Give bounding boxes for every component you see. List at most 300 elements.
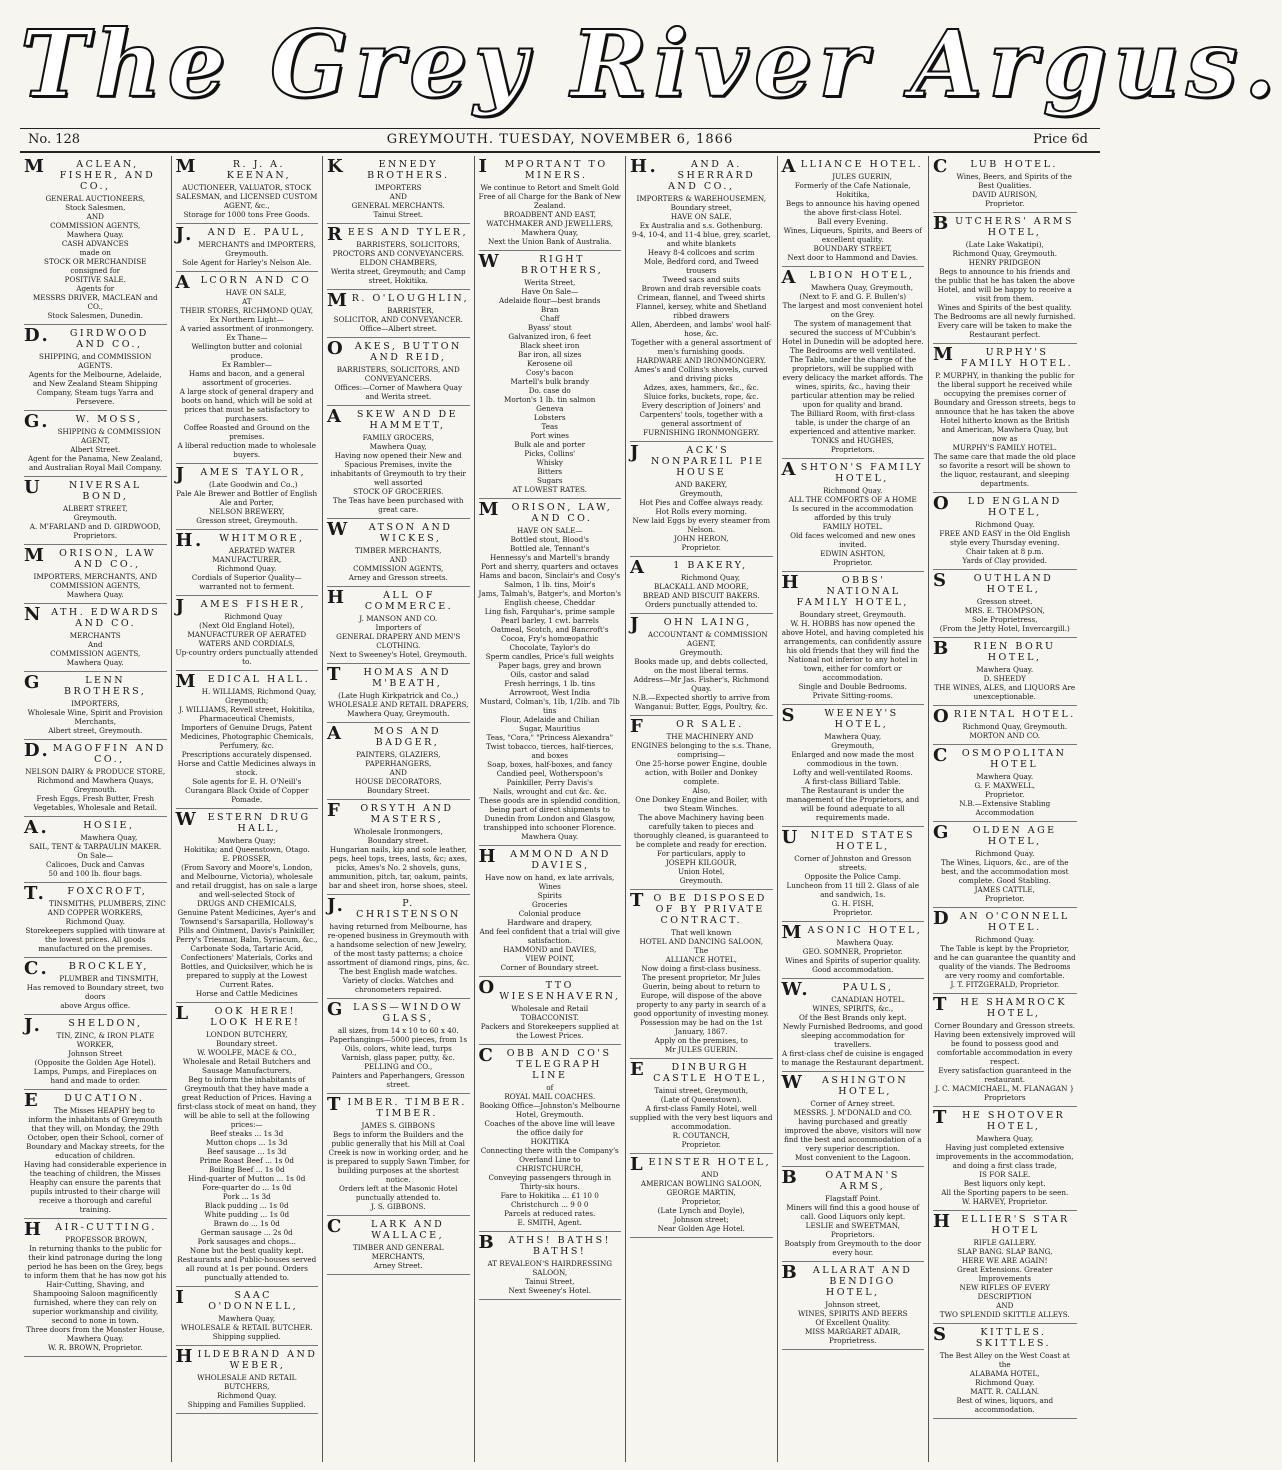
advertisement-line: Black sheet iron [520, 341, 580, 350]
advertisement-line: of [546, 1083, 554, 1092]
advertisement [176, 809, 319, 1003]
advertisement-line: MRS. E. THOMPSON, [964, 606, 1045, 615]
advertisement [24, 325, 167, 411]
advertisement-line: Mole, Bedford cord, and Tweed trousers [643, 257, 759, 275]
advertisement-line: Ex Northern Light— [209, 315, 284, 324]
advertisement-heading: ORIENTAL HOTEL. [933, 706, 1076, 727]
advertisement [176, 1003, 319, 1287]
advertisement [176, 596, 319, 671]
advertisement-line: Martell's bulk brandy [510, 377, 590, 386]
advertisement-line: Address—Mr Jas. Fisher's, Richmond Quay. [633, 675, 769, 693]
advertisement-line: The present proprietor, Mr Jules Guerin, being about to return to Europe, will dispose of the above property to any party in search of a good opportunity of investing money. [633, 973, 769, 1018]
advertisement-line: Prime Roast Beef ... 1s 0d [199, 1156, 294, 1165]
advertisement-line: Hennessy's and Martell's brandy [489, 553, 610, 562]
advertisement-line: above Argus office. [60, 1001, 131, 1010]
advertisement-line: all sizes, from 14 x 10 to 60 x 40. [337, 1026, 459, 1035]
advertisement-line: Mawhera Quay; [217, 836, 276, 845]
advertisement-line: Christchurch ... 9 0 0 [510, 1200, 589, 1209]
advertisement [176, 1287, 319, 1346]
advertisement-line: BROADBENT AND EAST, [503, 210, 596, 219]
advertisement-line: Soap, boxes, half-boxes, and fancy [487, 760, 613, 769]
advertisement-line: Boundary street. [367, 836, 429, 845]
advertisement-line: WINES, SPIRITS, &c., [812, 1004, 894, 1013]
advertisement-line: Richmond Quay, Greymouth. [962, 722, 1068, 731]
advertisement-line: having returned from Melbourne, has re-opened business in Greymouth with a handsome selection of new Jewelry, of the most tasty patterns; a choice assortment of diamond rings, pins, &c. The best English made watches. Variety of clocks. Watches and chronometers repaired. [327, 922, 470, 994]
advertisement-line: TINSMITHS, PLUMBERS, ZINC AND COPPER WORKERS, [47, 899, 166, 917]
advertisement-line: HAVE ON SALE— [516, 526, 583, 535]
advertisement-heading: JOHN LAING, [630, 614, 752, 635]
advertisement-line: Mr JULES GUERIN. [664, 1045, 738, 1054]
dateline [20, 128, 1100, 153]
advertisement-line: Chocolate, Taylor's do [509, 643, 591, 652]
advertisement-line: Wines, Liqueurs, Spirits, and Beers of excellent quality. [783, 226, 922, 244]
advertisement-line: A first-class Family Hotel, well supplied with the very best liquors and accommodation. [630, 1104, 773, 1131]
advertisement-line: JOHN HERON, [673, 534, 729, 543]
advertisement-heading: HALL OF COMMERCE. [327, 587, 454, 612]
advertisement-line: Together with a general assortment of men's furnishing goods. [631, 338, 772, 356]
advertisement [782, 156, 925, 267]
advertisement-line: Most convenient to the Lagoon. [794, 1153, 911, 1162]
advertisement [933, 1211, 1077, 1324]
column-2 [172, 156, 324, 1462]
advertisement-line: THEIR STORES, RICHMOND QUAY, [180, 306, 314, 315]
advertisement-line: Nails, wrought and cut &c. &c. [492, 787, 607, 796]
advertisement-line: The above Machinery having been carefully taken to pieces and thoroughly cleaned, is guaranteed to be complete and ready for erection. [633, 813, 769, 849]
advertisement-line: Port and sherry, quarters and octaves [481, 562, 619, 571]
advertisement-heading: REES AND TYLER, [327, 224, 469, 245]
advertisement-line: In returning thanks to the public for their kind patronage during the long period he has been on the Grey, begs to inform them that he has now got his Hair-Cutting, Shaving, and Shampooing Saloon magnificently furnished, where they can rely on superior workmanship and civility, second to none in town. [24, 1244, 167, 1325]
advertisement-line: Arney Street. [373, 1261, 423, 1270]
advertisement-heading: MURPHY'S FAMILY HOTEL. [933, 344, 1074, 369]
advertisement-heading: EDUCATION. [24, 1090, 145, 1111]
advertisement-line: PAPERHANGERS, [365, 759, 432, 768]
advertisement-heading: UNITED STATES HOTEL, [781, 827, 916, 852]
advertisement [327, 723, 470, 800]
advertisement-line: W. WOOLFE, MACE & CO., [197, 1048, 297, 1057]
advertisement-line: Mustard, Colman's, 1lb, 1/2lb. and 7lb tins [479, 697, 620, 715]
advertisement-line: AND [701, 1170, 719, 1179]
advertisement-line: Corner of Boundary street. [500, 963, 599, 972]
advertisement-line: ALLIANCE HOTEL, [665, 955, 737, 964]
advertisement-line: Mawhera Quay, [80, 833, 138, 842]
advertisement-line: Greymouth, [679, 489, 723, 498]
advertisement-heading: IMPORTANT TO MINERS. [478, 156, 608, 181]
advertisement-line: Sole Proprietress, [971, 615, 1038, 624]
advertisement-line: JOSEPH KILGOUR, [665, 858, 737, 867]
advertisement-line: MESSRS DRIVER, MACLEAN and CO., [32, 293, 158, 311]
advertisement-line: Enlarged and now made the most commodious in the town. [791, 750, 915, 768]
advertisement-line: Agents for [76, 284, 115, 293]
advertisement-line: Corner of Arney street. [810, 1099, 896, 1108]
advertisement-line: Proprietor. [681, 1140, 721, 1149]
advertisement-heading: WASHINGTON HOTEL, [781, 1072, 909, 1097]
advertisement-line: Flagstaff Point. [825, 1194, 881, 1203]
advertisement [630, 716, 773, 890]
advertisement-line: Hams and bacon, and a general assortment of groceries. [188, 369, 305, 387]
advertisement-heading: MR. J. A. KEENAN, [175, 156, 292, 181]
advertisement-line: Paperhangings—5000 pieces, from 1s [329, 1035, 468, 1044]
advertisement [24, 672, 167, 740]
advertisement-line: Sole agents for E. H. O'Neill's Curangara Black Oxide of Copper Pomade. [185, 777, 309, 804]
advertisement-line: Newly Furnished Bedrooms, and good sleeping accommodation for travellers. [782, 1022, 923, 1049]
advertisement-line: Having had considerable experience in the teaching of children, the Misses Heaphy can ensure the parents that pupils intrusted to their charge will receive a thorough and careful training. [24, 1160, 167, 1214]
advertisement [24, 411, 167, 477]
advertisement-line: The [694, 946, 709, 955]
advertisement-line: Painkiller, Perry Davis's [506, 778, 593, 787]
advertisement-line: Bitters [537, 467, 563, 476]
advertisement [933, 156, 1077, 213]
advertisement-line: One Donkey Engine and Boiler, with two Steam Winches. [635, 795, 768, 813]
advertisement-line: AND [389, 768, 407, 777]
advertisement-line: AND [389, 555, 407, 564]
advertisement-line: MERCHANTS [69, 631, 121, 640]
advertisement-heading: AMOS AND BADGER, [327, 723, 442, 748]
advertisement-heading: ASHTON'S FAMILY HOTEL, [781, 459, 924, 484]
advertisement [630, 557, 773, 614]
advertisement-heading: HILDEBRAND AND WEBER, [175, 1346, 318, 1371]
advertisement-heading: COBB AND CO'S TELEGRAPH LINE [478, 1045, 612, 1081]
advertisement-line: Port wines [530, 431, 569, 440]
advertisement-line: Stock Salesmen, Dunedin. [47, 311, 144, 320]
advertisement-line: Bottled ale, Tennant's [510, 544, 590, 553]
advertisement-line: Boundary street. [216, 1039, 278, 1048]
issue-price: Price 6d [1033, 132, 1088, 147]
advertisement-line: Richmond Quay. [975, 935, 1035, 944]
advertisement-line: Byass' stout [527, 323, 572, 332]
advertisement-line: And feel confident that a trial will give satisfaction. [479, 927, 620, 945]
advertisement-line: Begs to announce his having opened the above first-class Hotel. [785, 199, 920, 217]
advertisement-heading: GLENN BROTHERS, [24, 672, 147, 697]
advertisement [327, 664, 470, 723]
advertisement [630, 890, 773, 1059]
advertisement-line: LESLIE and SWEETMAN, [805, 1221, 900, 1230]
advertisement-line: Best liquors only kept. [963, 1179, 1046, 1188]
advertisement-heading: SWEENEY'S HOTEL, [781, 705, 899, 730]
advertisement-line: Sluice forks, buckets, rope, &c. [643, 392, 759, 401]
advertisement-line: GENERAL DRAPERY AND MEN'S CLOTHING. [336, 632, 461, 650]
advertisement [24, 817, 167, 883]
advertisement-heading: THE SHOTOVER HOTEL, [933, 1107, 1066, 1132]
advertisement-line: Groceries [532, 900, 568, 909]
advertisement [479, 499, 622, 846]
advertisement-line: Hams and bacon, Sinclair's and Cosy's [479, 571, 621, 580]
advertisement-line: Beg to inform the inhabitants of Greymouth that they have made a great Reduction of Prices. Having a first-class stock of meat on hand, they will be able to sell at the following prices:— [177, 1075, 317, 1129]
advertisement-heading: J.AND E. PAUL, [175, 224, 307, 245]
advertisement-line: The Bedrooms are all newly furnished. [934, 312, 1076, 321]
advertisement [479, 1232, 622, 1300]
advertisement-line: CANADIAN HOTEL. [831, 995, 905, 1004]
advertisement-line: GEO. SOMNER, Proprietor. [802, 947, 903, 956]
advertisement-line: Opposite the Police Camp. [804, 872, 901, 881]
advertisement [176, 530, 319, 596]
advertisement-heading: SKITTLES. SKITTLES. [933, 1324, 1052, 1349]
advertisement-line: One 25-horse power Engine, double action, with Boiler and Donkey complete. [635, 759, 767, 786]
advertisement-line: Richmond Quay [224, 612, 283, 621]
advertisement-line: Geneva [536, 404, 564, 413]
advertisement-line: Proprietor. [985, 199, 1025, 208]
advertisement-line: COMMISSION AGENTS, [353, 564, 444, 573]
advertisement-line: Of the Best Brands only kept. [799, 1013, 907, 1022]
advertisement-line: ROYAL MAIL COACHES. [504, 1092, 596, 1101]
advertisement-line: Next to Sweeney's Hotel, Greymouth. [329, 650, 467, 659]
advertisement [782, 1167, 925, 1262]
advertisement-line: Hot Rolls every morning. [655, 507, 747, 516]
advertisement-line: HENRY PRIDGEON [968, 258, 1041, 267]
advertisement-line: Wholesale Ironmongers, [353, 827, 443, 836]
advertisement-line: DAVID AURISON, [972, 190, 1038, 199]
advertisement-line: Mawhera Quay. [976, 665, 1034, 674]
advertisement-line: ALL THE COMFORTS OF A HOME [788, 495, 917, 504]
advertisement-heading: G.W. MOSS, [24, 411, 143, 432]
advertisement-heading: TIMBER. TIMBER. TIMBER. [327, 1094, 467, 1119]
advertisement-line: Calicoes, Duck and Canvas [45, 860, 145, 869]
advertisement-line: Hardware and drapery, [507, 918, 593, 927]
advertisement-line: Mawhera Quay, [218, 1314, 276, 1323]
advertisement-line: JULES GUERIN, [832, 172, 892, 181]
advertisement-line: Connecting there with the Company's Overland Line to [480, 1146, 619, 1164]
advertisement-line: Greymouth. [225, 249, 269, 258]
advertisement [630, 156, 773, 442]
advertisement-line: PAINTERS, GLAZIERS, [356, 750, 441, 759]
advertisement-line: Proprietor, [681, 1197, 721, 1206]
advertisement-line: Miners will find this a good house of call. Good Liquors only kept. [786, 1203, 920, 1221]
advertisement-line: HAVE ON SALE, [225, 288, 287, 297]
advertisement-line: Proprietor. [985, 790, 1025, 799]
advertisement-heading: JACK'S NONPAREIL PIE HOUSE [630, 442, 765, 478]
advertisement-line: Boundary street, Greymouth. [799, 610, 907, 619]
advertisement-heading: MORISON, LAW, AND CO. [478, 499, 613, 524]
advertisement [24, 1090, 167, 1219]
advertisement-line: E. PROSSER, [222, 854, 272, 863]
advertisement [933, 638, 1077, 706]
advertisement-line: THE MACHINERY AND ENGINES belonging to the s.s. Thane, comprising— [631, 732, 772, 759]
advertisement-line: Boundary street, [670, 203, 732, 212]
advertisement-line: RIFLE GALLERY. [973, 1238, 1037, 1247]
advertisement-line: Wines and Spirits of the best quality. [937, 303, 1072, 312]
advertisement [327, 895, 470, 999]
advertisement-line: Pharmaceutical Chemists, [199, 714, 295, 723]
advertisement-line: Hokitika; and Queenstown, Otago. [183, 845, 310, 854]
advertisement-heading: JAMES FISHER, [175, 596, 306, 617]
advertisement-line: 50 and 100 lb. flour bags. [48, 869, 143, 878]
advertisement [630, 1154, 773, 1238]
advertisement-line: AT REVALEON'S HAIRDRESSING SALOON, [487, 1259, 613, 1277]
advertisement-line: Johnson street, [825, 1300, 881, 1309]
advertisement-line: Wines and Spirits of superior quality. Good accommodation. [785, 956, 921, 974]
advertisement-line: Sperm candles, Price's full weights [485, 652, 614, 661]
advertisement-line: (From Savory and Moore's, London, and Melbourne, Victoria), wholesale and retail druggist, has on sale a large and well-selected Stock of [176, 863, 318, 899]
advertisement-line: G. F. MAXWELL, [974, 781, 1036, 790]
advertisement-line: The Billiard Room, with first-class table, is under the charge of an experienced and attentive marker. [789, 409, 916, 436]
advertisement-line: made on [79, 248, 111, 257]
advertisement-line: Jams, Talmah's, Batger's, and Morton's [478, 589, 621, 598]
advertisement-line: ALBERT STREET, [63, 504, 128, 513]
advertisement-line: Every satisfaction guaranteed in the restaurant. [938, 1066, 1072, 1084]
advertisement-heading: BATHS! BATHS! BATHS! [478, 1232, 611, 1257]
advertisement-line: W. HARVEY, Proprietor. [962, 1197, 1048, 1206]
advertisement-line: Is secured in the accommodation afforded by this truly [792, 504, 914, 522]
advertisement-line: Do. case do [528, 386, 571, 395]
advertisement-line: None but the best quality kept. Restaurants and Public-houses served all round at 1s per pound. Orders punctually attended to. [177, 1246, 317, 1282]
advertisement-line: GENERAL AUCTIONEERS, [45, 194, 146, 203]
advertisement-heading: WESTERN DRUG HALL, [175, 809, 311, 834]
advertisement-line: Spirits [537, 891, 562, 900]
advertisement-heading: MORISON, LAW AND CO., [24, 545, 156, 570]
advertisement-line: MERCHANTS and IMPORTERS, [198, 240, 316, 249]
advertisement-line: Whisky [536, 458, 563, 467]
advertisement [782, 459, 925, 572]
advertisement [24, 740, 167, 817]
advertisement-line: WHOLESALE & RETAIL BUTCHER. [180, 1323, 313, 1332]
advertisement-line: Private Sitting-rooms. [812, 691, 893, 700]
advertisement [327, 406, 470, 519]
advertisement-line: Agents for the Melbourne, Adelaide, and New Zealand Steam Shipping Company, Steam tugs Yarra and Persevere. [28, 370, 162, 406]
column-3 [323, 156, 475, 1462]
advertisement-line: MISS MARGARET ADAIR, [804, 1327, 901, 1336]
advertisement-line: Tainui street, Greymouth, [654, 1086, 749, 1095]
advertisement [176, 464, 319, 530]
advertisement-line: Arrowroot, West India [509, 688, 591, 697]
advertisement [933, 570, 1077, 638]
advertisement-line: AT [241, 297, 252, 306]
advertisement-line: Parcels at reduced rates. [504, 1209, 596, 1218]
advertisement-line: The Best Alley on the West Coast at the [939, 1351, 1070, 1369]
advertisement-line: AMERICAN BOWLING SALOON, [640, 1179, 762, 1188]
advertisement-heading: MACLEAN, FISHER, AND CO., [24, 156, 156, 192]
advertisement-line: Mawhera Quay, [976, 1134, 1034, 1143]
advertisement-line: Werita Street, [524, 278, 576, 287]
advertisement-line: 9-4, 10-4, and 11-4 blue, grey, scarlet, and white blankets [631, 230, 771, 248]
advertisement-line: Salmon, 1 lb. tins, Moir's [504, 580, 596, 589]
advertisement-line: WHOLESALE AND RETAIL DRAPERS, [328, 700, 469, 709]
advertisement-heading: ALBION HOTEL, [781, 267, 915, 288]
advertisement-heading: ISAAC O'DONNELL, [175, 1287, 299, 1312]
advertisement-line: White pudding ... 1s 0d [204, 1210, 290, 1219]
advertisement-line: Storekeepers supplied with tinware at the lowest prices. All goods manufactured on the premises. [25, 926, 166, 953]
advertisement-heading: ALLIANCE HOTEL. [781, 156, 924, 177]
advertisement-heading: D.MAGOFFIN AND CO., [24, 740, 166, 765]
advertisement-line: Also, [692, 786, 711, 795]
advertisement [933, 493, 1077, 570]
advertisement-line: Flour, Adelaide and Chilian [500, 715, 600, 724]
advertisement-line: Greymouth. [679, 648, 723, 657]
advertisement-line: Bulk ale and porter [514, 440, 586, 449]
advertisement [24, 477, 167, 545]
advertisement-line: Arney and Gresson streets. [348, 573, 448, 582]
advertisement-line: N.B.—Extensive Stabling Accommodation [959, 799, 1051, 817]
advertisement-heading: CLUB HOTEL. [933, 156, 1058, 177]
advertisement [176, 1346, 319, 1414]
advertisement-line: FAMILY GROCERS, [362, 433, 434, 442]
advertisement-line: That well known [671, 928, 732, 937]
advertisement-line: New laid Eggs by every steamer from Nelson. [632, 516, 771, 534]
advertisement-line: Albert street, Greymouth. [48, 726, 143, 735]
advertisement-line: Oatmeal, Scotch, and Bancroft's [490, 625, 609, 634]
advertisement-line: Begs to inform the Builders and the public generally that his Mill at Coal Creek is now in working order, and he is prepared to supply Sawn Timber, for building purposes at the shortest notice. [327, 1130, 470, 1184]
advertisement-line: Pork sausages and chops... [197, 1237, 296, 1246]
advertisement-line: MANUFACTURER OF AERATED WATERS AND CORDIALS, [187, 630, 307, 648]
advertisement-line: Office—Albert street. [359, 324, 437, 333]
advertisement-line: Shipping and Families Supplied. [187, 1400, 306, 1409]
advertisement-line: GEORGE MARTIN, [666, 1188, 736, 1197]
advertisement-line: Having just completed extensive improvements in the accommodation, and doing a first class trade, [935, 1143, 1074, 1170]
advertisement-line: LONDON BUTCHERY, [205, 1030, 288, 1039]
advertisement-line: Shipping supplied. [212, 1332, 281, 1341]
advertisement-line: TWO SPLENDID SKITTLE ALLEYS. [939, 1310, 1070, 1319]
advertisement-line: FURNISHING IRONMONGERY. [643, 428, 760, 437]
advertisement-line: Great Extensions. Greater Improvements [957, 1265, 1053, 1283]
advertisement-line: J. C. MACMICHAEL, M. FLANAGAN } Proprietors [935, 1084, 1075, 1102]
advertisement-line: Richmond Quay. [217, 1391, 277, 1400]
advertisement-line: Richmond Quay. [823, 486, 883, 495]
advertisement-line: DRUGS AND CHEMICALS, [197, 899, 297, 908]
advertisement-line: SOLICITOR, AND CONVEYANCER. [333, 315, 463, 324]
advertisement-heading: COSMOPOLITAN HOTEL [933, 745, 1067, 770]
advertisement-heading: W.PAULS, [781, 979, 894, 1000]
advertisement-line: The Teas have been purchased with great care. [332, 496, 464, 514]
advertisement-line: consigned for [70, 266, 121, 275]
advertisement-line: ALABAMA HOTEL, [969, 1369, 1040, 1378]
advertisement-line: Single and Double Bedrooms. [798, 682, 907, 691]
advertisement-line: Chair taken at 8 p.m. [966, 547, 1044, 556]
advertisement-line: Wines [538, 882, 561, 891]
advertisement-line: Old faces welcomed and new ones invited. [790, 531, 916, 549]
advertisement-line: Fore-quarter do ... 1s 0d [202, 1183, 292, 1192]
advertisement-line: MESSRS. J. M'DONALD and CO. having purchased and greatly improved the above, visitors will now find the best and accommodation of a very superior description. [784, 1108, 922, 1153]
advertisement-line: Colonial produce [518, 909, 581, 918]
advertisement-line: Stock Salesmen, [65, 203, 126, 212]
advertisement-line: COMMISSION AGENTS, [50, 649, 141, 658]
advertisement-heading: BRIEN BORU HOTEL, [933, 638, 1056, 663]
advertisement-line: Hot Pies and Coffee always ready. [639, 498, 764, 507]
issue-number: No. 128 [28, 132, 81, 147]
advertisement-line: Possession may be had on the 1st January, 1867. [640, 1018, 763, 1036]
advertisement-heading: DAN O'CONNELL HOTEL. [933, 908, 1070, 933]
advertisement [24, 604, 167, 672]
advertisement-line: Ling fish, Farquhar's, prime sample [484, 607, 615, 616]
advertisement-line: Varnish, glass paper, putty, &c. [341, 1053, 455, 1062]
advertisement-line: Every description of Joiners' and Carpenters' tools, together with a general assortment of [639, 401, 763, 428]
advertisement-line: WATCHMAKER AND JEWELLERS, [486, 219, 614, 228]
advertisement-line: Beef steaks ... 1s 3d [210, 1129, 284, 1138]
advertisement-line: Johnson street; [673, 1215, 729, 1224]
advertisement-heading: HOBBS' NATIONAL FAMILY HOTEL, [781, 572, 909, 608]
advertisement-line: Have On Sale— [521, 287, 579, 296]
advertisement-line: Corner of Johnston and Gresson streets. [794, 854, 912, 872]
advertisement-line: WINES, SPIRITS AND BEERS [798, 1309, 908, 1318]
advertisement [327, 1216, 470, 1275]
advertisement-line: Lobsters [533, 413, 566, 422]
advertisement-line: And [88, 640, 103, 649]
advertisement-line: Proprietor. [833, 558, 873, 567]
advertisement-line: The Table, under the charge of the proprietors, will be supplied with every delicacy the market affords. The wines, spirits, &c., having their particular attention may be relied upon for quality and brand. [782, 355, 924, 409]
advertisement-line: Importers of Genuine Drugs, Patent Medicines, Photographic Chemicals, Perfumery, &c. [180, 723, 314, 750]
advertisement-heading: OLD ENGLAND HOTEL, [933, 493, 1062, 518]
advertisement [933, 1107, 1077, 1211]
advertisement-line: Cordials of Superior Quality—warranted not to ferment. [191, 573, 302, 591]
advertisement-heading: BOATMAN'S ARMS, [781, 1167, 900, 1192]
advertisement-line: Teas [541, 422, 558, 431]
advertisement-line: H. WILLIAMS, Richmond Quay, Greymouth; [201, 687, 317, 705]
advertisement-line: TIMBER MERCHANTS, [355, 546, 442, 555]
advertisement-line: Candied peel, Wotherspoon's [496, 769, 603, 778]
advertisement-line: Three doors from the Monster House, Mawhera Quay. [26, 1325, 165, 1343]
advertisement-line: Adzes, axes, hammers, &c., &c. [643, 383, 759, 392]
advertisement-line: COMMISSION AGENTS, [50, 221, 141, 230]
advertisement [782, 1262, 925, 1350]
advertisement-line: Every care will be taken to make the Restaurant perfect. [937, 321, 1072, 339]
advertisement-line: Twist tobacco, tierces, half-tierces, and boxes [486, 742, 614, 760]
